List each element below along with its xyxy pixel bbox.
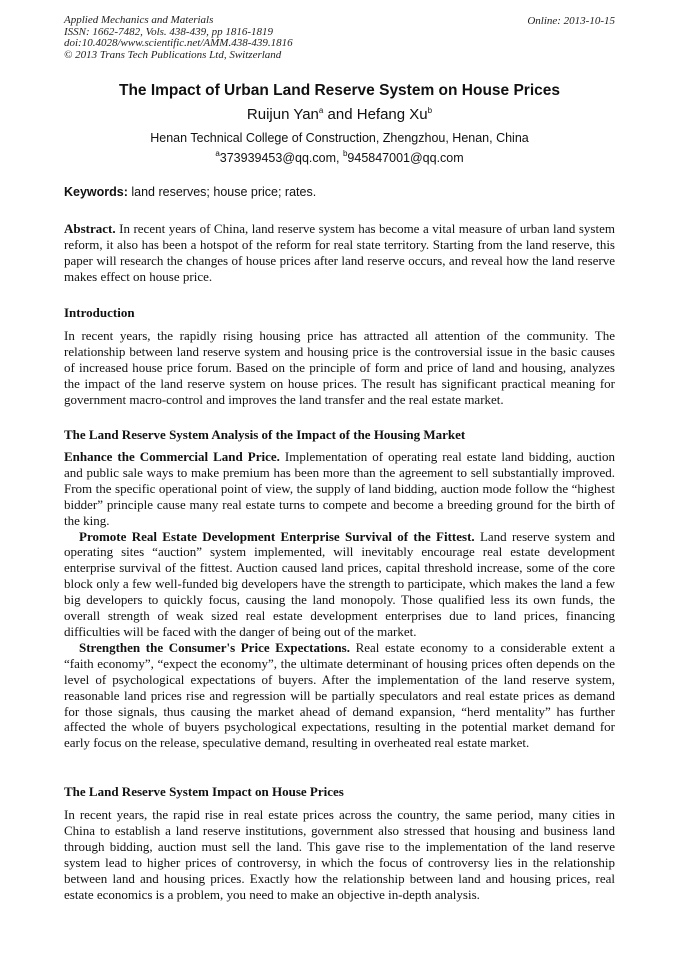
email-b: 945847001@qq.com: [347, 151, 464, 165]
email-sup-b: b: [342, 149, 348, 158]
author-1-sup: a: [318, 106, 324, 115]
authors: [64, 106, 615, 123]
author-2: Hefang Xu: [356, 106, 428, 123]
section2-heading: The Land Reserve System Impact on House Prices: [64, 784, 344, 799]
author-2-sup: b: [427, 106, 433, 115]
copyright: © 2013 Trans Tech Publications Ltd, Switzerland: [64, 48, 282, 61]
section2-text: In recent years, the rapid rise in real estate prices across the country, the same period, many cities in China to establish a land reserve institutions, government also stressed that housing and business land through bidding, auction must sell the land. This gave rise to the implementation of the land reserve system lead to higher prices of controversy, in which the focus of controversy lies in the relationship between land and housing prices. Exactly how the relationship between land and housing prices, real estate economics is a problem, you need to make an objective in-depth analysis.: [64, 807, 615, 902]
paragraph-commercial-land-price: [64, 449, 615, 529]
abstract: [64, 221, 615, 285]
doi: doi:10.4028/www.scientific.net/AMM.438-439.1816: [64, 37, 293, 49]
introduction-heading: Introduction: [64, 305, 135, 320]
abstract-text: In recent years of China, land reserve system has become a vital measure of urban land system reform, it also has been a hotspot of the reform for real state territory. Starting from the land reserve, this paper will research the changes of house prices after land reserve occurs, and reveal how the land reserve makes effect on house price.: [64, 221, 615, 284]
paragraph-lead: Promote Real Estate Development Enterprise Survival of the Fittest.: [79, 528, 475, 544]
section1-heading: The Land Reserve System Analysis of the Impact of the Housing Market: [64, 427, 466, 442]
abstract-label: Abstract.: [64, 221, 116, 236]
section1-body: [64, 449, 615, 751]
paragraph-text: Land reserve system and operating sites “auction” system implemented, will inevitably encourage real estate development enterprise survival of the fittest. Auction caused land prices, capital threshold increase, some of the core block only a few well-funded big developers have the strength to participate, which makes the land a few big developers to quickly focus, causing the land monopoly. Those qualified less its own funds, the overall strength of weak sized real estate development enterprises due to land prices, financing difficulties will be faced with the danger of being out of the market.: [64, 528, 616, 639]
paragraph-survival-fittest: [64, 529, 615, 640]
introduction-text: In recent years, the rapidly rising housing price has attracted all attention of the community. The relationship between land reserve system and housing price is the controversial issue in the basic causes of increased house price forum. Based on the principle of form and price of land and housing, analyzes the impact of the land reserve system on house prices. The result has significant practical meaning for government macro-control and improves the land transfer and the real estate market.: [64, 328, 615, 407]
issn: ISSN: 1662-7482, Vols. 438-439, pp 1816-1819: [64, 25, 273, 38]
authors-and: and: [323, 106, 357, 123]
paper-title: The Impact of Urban Land Reserve System on House Prices: [118, 82, 561, 99]
author-1: Ruijun Yan: [246, 106, 319, 123]
affiliation: Henan Technical College of Construction, Zhengzhou, Henan, China: [150, 131, 529, 145]
email-a: 373939453@qq.com,: [219, 151, 343, 165]
journal-name: Applied Mechanics and Materials: [64, 14, 214, 26]
paragraph-text: Implementation of operating real estate land bidding, auction and public sale ways to make premium has been more than the agreement to sell substantially improved. From the specific operational point of view, the supply of land bidding, auction mode follow the “highest bidder” principle cause many real estate turns to compete and become a breeding ground for the birth of the king.: [64, 449, 615, 528]
paragraph-lead: Strengthen the Consumer's Price Expectations.: [79, 639, 350, 655]
paragraph-price-expectations: [64, 640, 615, 751]
emails: [64, 151, 615, 165]
online-date: Online: 2013-10-15: [527, 15, 615, 27]
keywords-label: Keywords:: [64, 185, 128, 199]
paragraph-lead: Enhance the Commercial Land Price.: [64, 449, 280, 464]
keywords: [64, 185, 615, 199]
paragraph-text: Real estate economy to a considerable extent a “faith economy”, “expect the economy”, the ultimate determinant of housing prices often depends on the level of psychological expectations of buyers. After the implementation of the land reserve system, reasonable land prices rise and regression will be partially speculators and real estate prices as demand for those signals, thus causing the market ahead of demand expansion, “herd mentality” has further affected the whole of buyers psychological expectations, resulting in the potential market demand for early focus on the release, speculative demand, resulting in overheated real estate market.: [64, 639, 615, 751]
email-sup-a: a: [215, 149, 220, 158]
keywords-text: land reserves; house price; rates.: [127, 185, 317, 199]
